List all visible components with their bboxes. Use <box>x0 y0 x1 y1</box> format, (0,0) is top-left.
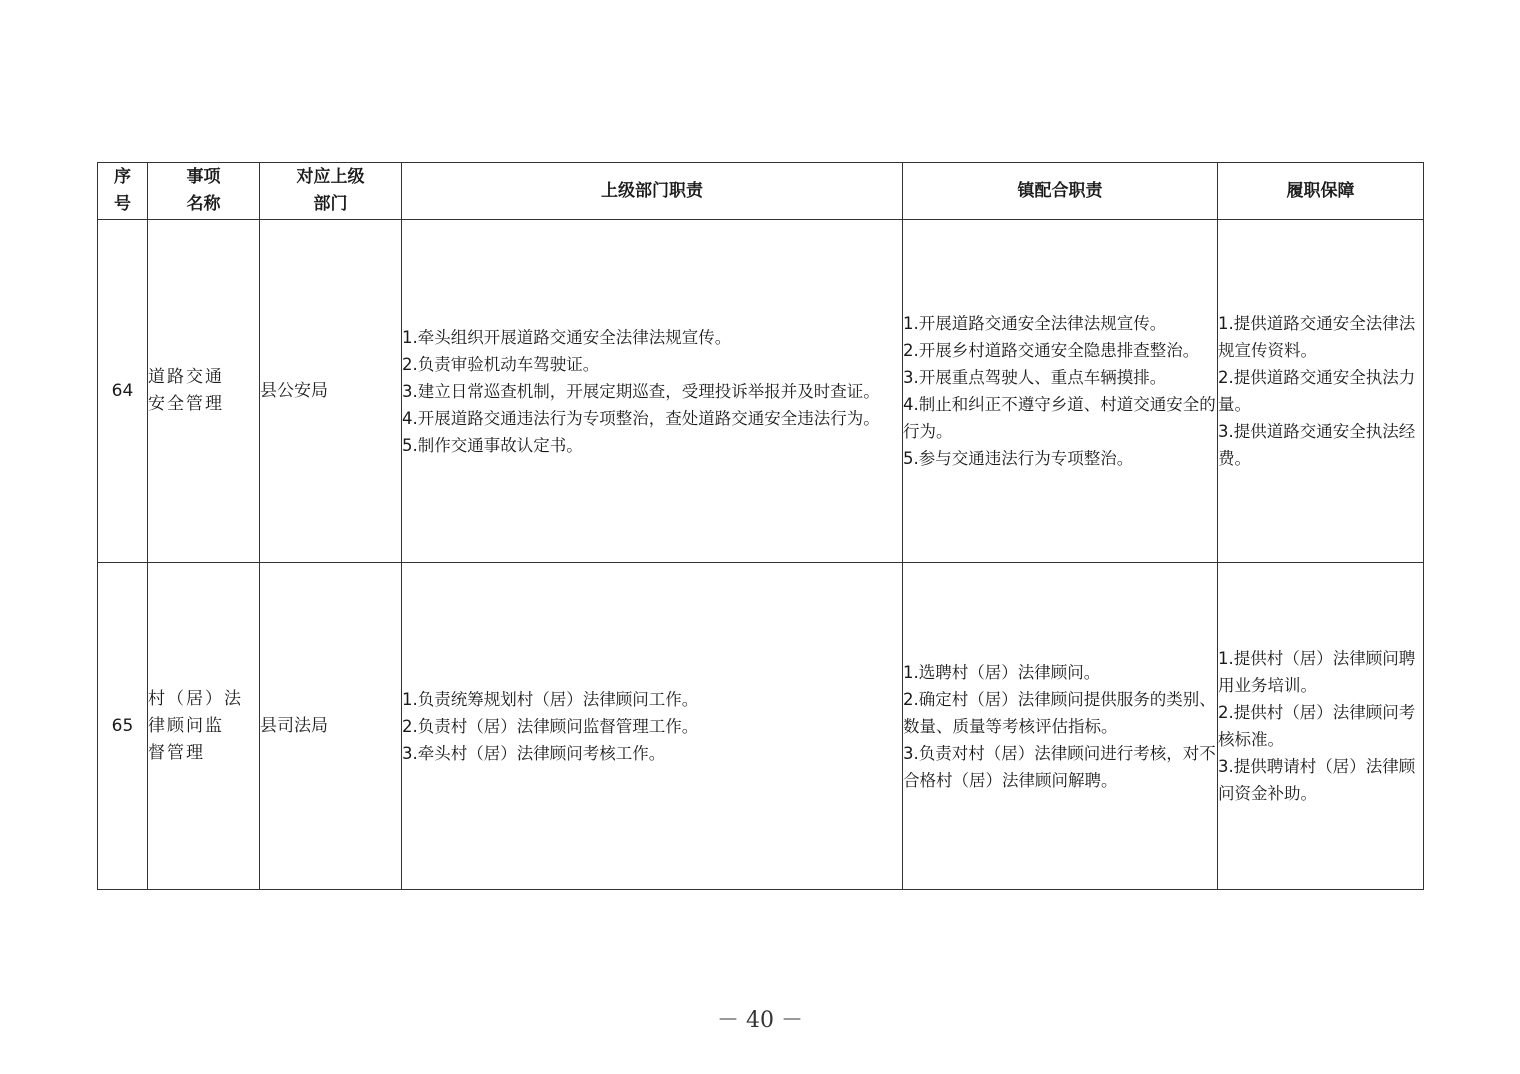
header-item-name <box>148 163 260 220</box>
guarantee-item: 1.提供道路交通安全法律法规宣传资料。 <box>1218 314 1416 360</box>
header-item-line: 事项 <box>186 167 221 187</box>
guarantee-item: 3.提供聘请村（居）法律顾问资金补助。 <box>1218 757 1416 803</box>
table-row <box>98 220 1424 563</box>
header-guarantee: 履职保障 <box>1218 163 1424 220</box>
item-name-line: 村（居）法 <box>148 688 243 709</box>
table-header-row <box>98 163 1424 220</box>
header-dept <box>260 163 402 220</box>
dept-cell: 县公安局 <box>260 220 402 563</box>
item-name-line: 督管理 <box>148 742 205 763</box>
duty-item: 4.制止和纠正不遵守乡道、村道交通安全的行为。 <box>903 395 1216 441</box>
duty-item: 1.负责统筹规划村（居）法律顾问工作。 <box>402 689 699 709</box>
item-name-line: 道路交通 <box>148 367 224 387</box>
header-item-line: 名称 <box>186 194 221 214</box>
duty-item: 2.负责村（居）法律顾问监督管理工作。 <box>402 716 699 736</box>
header-no-line: 序 <box>114 167 131 187</box>
item-name-line: 安全管理 <box>148 394 224 414</box>
item-name-cell <box>148 220 260 563</box>
header-no-line: 号 <box>114 194 131 214</box>
header-town-duties: 镇配合职责 <box>903 163 1218 220</box>
item-name-line: 律顾问监 <box>148 715 224 736</box>
header-upper-duties: 上级部门职责 <box>402 163 903 220</box>
duty-item: 5.参与交通违法行为专项整治。 <box>903 449 1134 468</box>
guarantee-item: 1.提供村（居）法律顾问聘用业务培训。 <box>1218 649 1416 695</box>
duty-item: 2.确定村（居）法律顾问提供服务的类别、数量、质量等考核评估指标。 <box>903 689 1216 736</box>
duty-item: 5.制作交通事故认定书。 <box>402 435 583 455</box>
header-dept-line: 部门 <box>313 194 348 214</box>
table-row <box>98 563 1424 890</box>
row-number: 64 <box>98 220 148 563</box>
duty-item: 1.选聘村（居）法律顾问。 <box>903 662 1101 682</box>
row-number: 65 <box>98 563 148 890</box>
duty-item: 1.牵头组织开展道路交通安全法律法规宣传。 <box>402 327 732 347</box>
duty-item: 1.开展道路交通安全法律法规宣传。 <box>903 314 1167 333</box>
guarantee-cell <box>1218 220 1424 563</box>
duty-item: 3.负责对村（居）法律顾问进行考核，对不合格村（居）法律顾问解聘。 <box>903 743 1216 790</box>
duty-item: 3.牵头村（居）法律顾问考核工作。 <box>402 743 666 763</box>
guarantee-item: 2.提供道路交通安全执法力量。 <box>1218 368 1416 414</box>
guarantee-item: 3.提供道路交通安全执法经费。 <box>1218 422 1416 468</box>
header-dept-line: 对应上级 <box>296 167 365 187</box>
item-name-cell <box>148 563 260 890</box>
page-number: － 40 － <box>717 1008 803 1033</box>
header-no <box>98 163 148 220</box>
duty-item: 3.建立日常巡查机制，开展定期巡查，受理投诉举报并及时查证。 <box>402 381 880 401</box>
upper-duties-cell <box>402 563 903 890</box>
town-duties-cell <box>903 220 1218 563</box>
upper-duties-cell <box>402 220 903 563</box>
duty-item: 2.开展乡村道路交通安全隐患排查整治。 <box>903 341 1200 360</box>
guarantee-item: 2.提供村（居）法律顾问考核标准。 <box>1218 703 1416 749</box>
duty-item: 2.负责审验机动车驾驶证。 <box>402 354 600 374</box>
duty-table <box>97 162 1424 890</box>
guarantee-cell <box>1218 563 1424 890</box>
town-duties-cell <box>903 563 1218 890</box>
duty-item: 3.开展重点驾驶人、重点车辆摸排。 <box>903 368 1167 387</box>
duty-item: 4.开展道路交通违法行为专项整治，查处道路交通安全违法行为。 <box>402 408 880 428</box>
dept-cell: 县司法局 <box>260 563 402 890</box>
